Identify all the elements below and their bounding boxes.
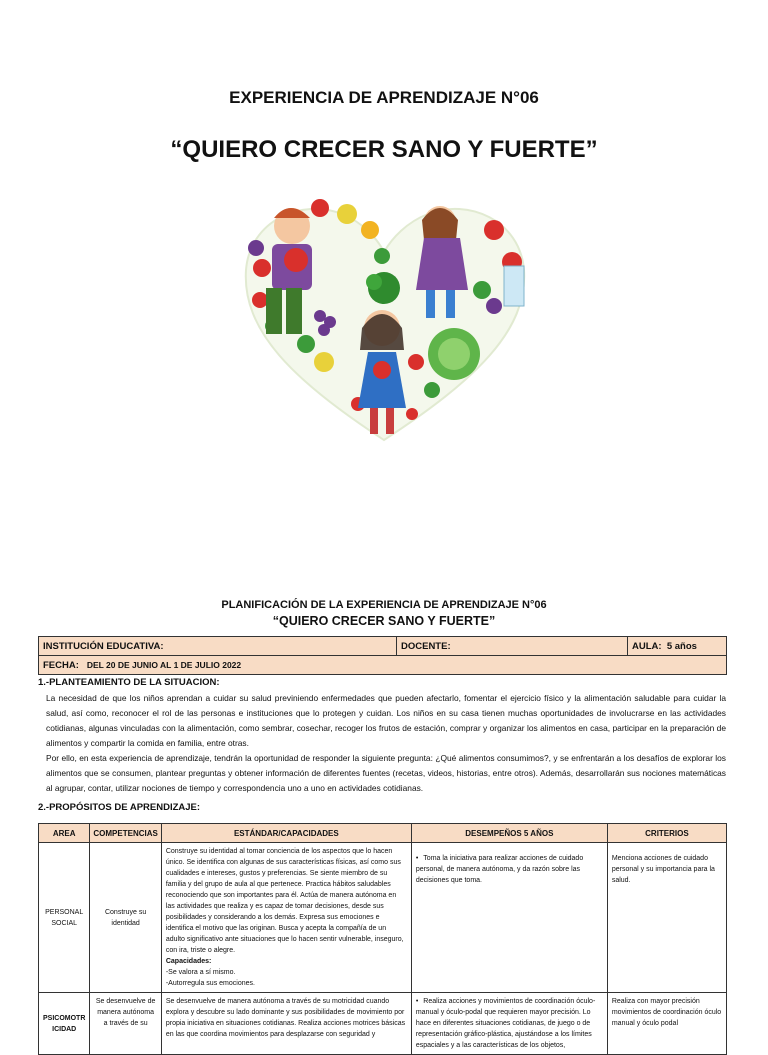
institucion-label: INSTITUCIÓN EDUCATIVA:: [39, 637, 397, 656]
aula-label: AULA:: [632, 640, 662, 652]
info-table: [38, 636, 727, 675]
desempeno-text: • Toma la iniciativa para realizar acciones de cuidado personal, de manera autónoma, y da razón sobre las decisiones que toma.: [416, 855, 583, 884]
col-competencias: COMPETENCIAS: [90, 824, 161, 843]
plan-subheading: “QUIERO CRECER SANO Y FUERTE”: [272, 614, 496, 628]
col-desempenos: DESEMPEÑOS 5 AÑOS: [411, 824, 607, 843]
area-cell: PERSONAL SOCIAL: [39, 843, 90, 993]
fecha-value: DEL 20 DE JUNIO AL 1 DE JULIO 2022: [86, 659, 242, 670]
fecha-cell: [39, 656, 727, 675]
purposes-table: [38, 823, 727, 1055]
capacidades-label: Capacidades:: [165, 958, 212, 965]
col-criterios: CRITERIOS: [607, 824, 726, 843]
criterio-cell: Realiza con mayor precisión movimientos de coordinación óculo manual y óculo podal: [607, 993, 726, 1055]
competencia-cell: Se desenvuelve de manera autónoma a través de su: [90, 993, 161, 1055]
docente-label: DOCENTE:: [397, 637, 628, 656]
col-area: AREA: [39, 824, 90, 843]
page-title: EXPERIENCIA DE APRENDIZAJE N°06: [229, 88, 539, 107]
capacidad-item: -Se valora a sí mismo.: [165, 969, 236, 976]
aula-value: 5 años: [666, 640, 697, 652]
section1-paragraph-1: La necesidad de que los niños aprendan a cuidar su salud previniendo enfermedades que pueden afectarlo, fomentar el ejercicio físico y la alimentación saludable para cuidar la salud, así como, reconocer el rol de las personas e instituciones que lo protegen y cuidan. Los niños en su casa tienen muchas oportunidades de involucrarse en las actividades cotidianas, algunas vinculadas con la alimentación, como sembrar, cosechar, recoger los frutos de estación, comprar y organizar los alimentos en casa, participar en la preparación de alimentos y compartir la comida en familia, entre otras.: [46, 693, 726, 748]
capacidad-item: -Autorregula sus emociones.: [165, 980, 255, 987]
estandar-text: Construye su identidad al tomar conciencia de los aspectos que lo hacen único. Se identifica con algunas de sus características físicas, así como sus cualidades e intereses, gustos y preferencias. Se siente miembro de su familia y del grupo de aula al que pertenece. Practica hábitos saludables reconociendo que son importantes para él. Actúa de manera autónoma en las actividades que realiza y es capaz de tomar decisiones, desde sus posibilidades y considerando a los demás. Expresa sus emociones e identifica el motivo que las originan. Busca y acepta la compañía de un adulto significativo ante situaciones que lo hacen sentir vulnerable, inseguro, con ira, triste o alegre.: [165, 848, 404, 954]
fecha-label: FECHA:: [43, 659, 79, 671]
plan-heading: PLANIFICACIÓN DE LA EXPERIENCIA DE APRENDIZAJE N°06: [221, 599, 547, 611]
heart-illustration-icon: [232, 190, 536, 448]
section1-paragraph-2: Por ello, en esta experiencia de aprendizaje, tendrán la oportunidad de responder la siguiente pregunta: ¿Qué alimentos consumimos?, y se enfrentarán a los desafíos de explorar los alimentos que se consumen, plantear preguntas y obtener información de diferentes fuentes (recetas, videos, historias, entre otros). Además, desarrollarán sus nociones matemáticas al agrupar, contar, utilizar nociones de tiempo y correspondencia uno a uno en actividades cotidianas.: [46, 753, 726, 793]
criterio-cell: Menciona acciones de cuidado personal y su importancia para la salud.: [607, 843, 726, 993]
competencia-cell: Construye su identidad: [90, 843, 161, 993]
section2-heading: 2.-PROPÓSITOS DE APRENDIZAJE:: [38, 802, 201, 813]
page-subtitle: “QUIERO CRECER SANO Y FUERTE”: [170, 136, 598, 163]
area-cell: PSICOMOTR ICIDAD: [39, 993, 90, 1055]
desempeno-text: • Realiza acciones y movimientos de coordinación óculo-manual y óculo-podal que requieren mayor precisión. Lo hace en diferentes situaciones cotidianas, de juego o de representación gráfico-plástica, ajustándose a los límites espaciales y a las características de los objetos,: [416, 998, 595, 1049]
estandar-cell: Se desenvuelve de manera autónoma a través de su motricidad cuando explora y descubre su lado dominante y sus posibilidades de movimiento por propia iniciativa en situaciones cotidianas. Realiza acciones motrices básicas en las que coordina movimientos para desplazarse con seguridad y: [161, 993, 411, 1055]
desempeno-cell: [411, 843, 607, 993]
table-row: [39, 843, 727, 993]
estandar-cell: [161, 843, 411, 993]
section1-heading: 1.-PLANTEAMIENTO DE LA SITUACION:: [38, 677, 220, 688]
col-estandar: ESTÁNDAR/CAPACIDADES: [161, 824, 411, 843]
aula-cell: [628, 637, 727, 656]
